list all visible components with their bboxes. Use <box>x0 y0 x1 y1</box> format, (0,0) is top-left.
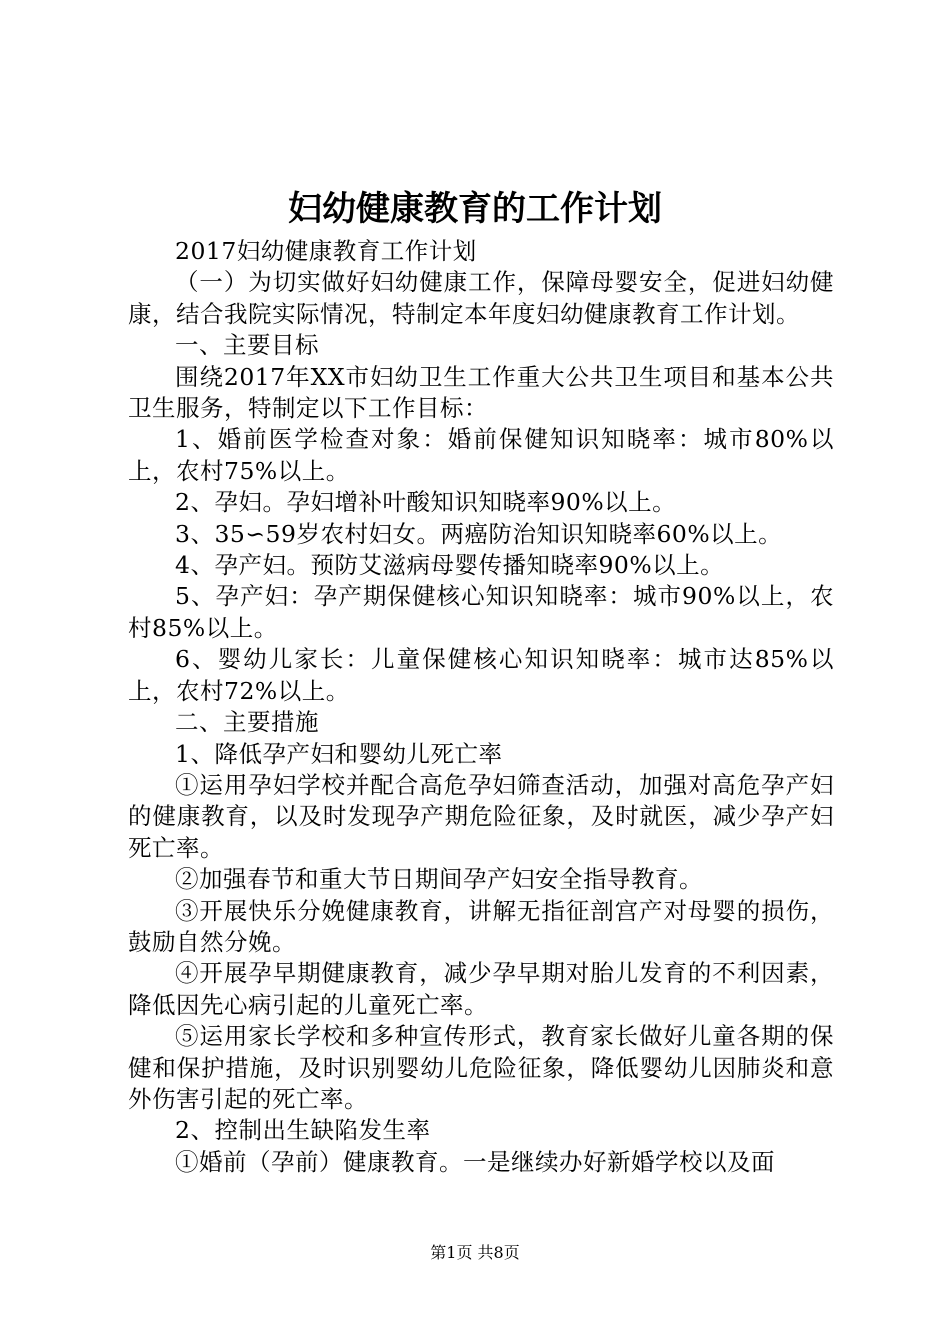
section-heading: 一、主要目标 <box>175 331 319 360</box>
list-item: 3、35∽59岁农村妇女。两癌防治知识知晓率60%以上。 <box>175 519 783 548</box>
paragraph: 围绕2017年XX市妇幼卫生工作重大公共卫生项目和基本公共卫生服务，特制定以下工作目标： <box>128 362 834 423</box>
subsection-heading: 1、降低孕产妇和婴幼儿死亡率 <box>175 739 503 768</box>
list-item: ①婚前（孕前）健康教育。一是继续办好新婚学校以及面 <box>175 1147 775 1176</box>
document-body <box>128 236 834 1178</box>
list-item: 6、婴幼儿家长：儿童保健核心知识知晓率：城市达85%以上，农村72%以上。 <box>128 645 834 705</box>
list-item: ①运用孕妇学校并配合高危孕妇筛查活动，加强对高危孕产妇的健康教育，以及时发现孕产期危险征象，及时就医，减少孕产妇死亡率。 <box>128 770 834 862</box>
subsection-heading: 2、控制出生缺陷发生率 <box>175 1116 431 1145</box>
page-footer: 第1页 共8页 <box>430 1243 520 1262</box>
list-item: ⑤运用家长学校和多种宣传形式，教育家长做好儿童各期的保健和保护措施，及时识别婴幼儿危险征象，降低婴幼儿因肺炎和意外伤害引起的死亡率。 <box>128 1022 834 1113</box>
list-item: 1、婚前医学检查对象：婚前保健知识知晓率：城市80%以上，农村75%以上。 <box>128 425 834 485</box>
list-item: ④开展孕早期健康教育，减少孕早期对胎儿发育的不利因素，降低因先心病引起的儿童死亡率。 <box>128 959 834 1019</box>
paragraph: （一）为切实做好妇幼健康工作，保障母婴安全，促进妇幼健康，结合我院实际情况，特制定本年度妇幼健康教育工作计划。 <box>128 268 834 328</box>
paragraph: 2017妇幼健康教育工作计划 <box>175 237 477 265</box>
list-item: 4、孕产妇。预防艾滋病母婴传播知晓率90%以上。 <box>175 551 725 580</box>
list-item: 2、孕妇。孕妇增补叶酸知识知晓率90%以上。 <box>175 488 677 517</box>
document-title: 妇幼健康教育的工作计划 <box>288 189 662 229</box>
list-item: ②加强春节和重大节日期间孕产妇安全指导教育。 <box>175 865 703 894</box>
section-heading: 二、主要措施 <box>175 708 319 737</box>
list-item: ③开展快乐分娩健康教育，讲解无指征剖宫产对母婴的损伤，鼓励自然分娩。 <box>128 896 834 956</box>
list-item: 5、孕产妇：孕产期保健核心知识知晓率：城市90%以上，农村85%以上。 <box>128 582 834 642</box>
